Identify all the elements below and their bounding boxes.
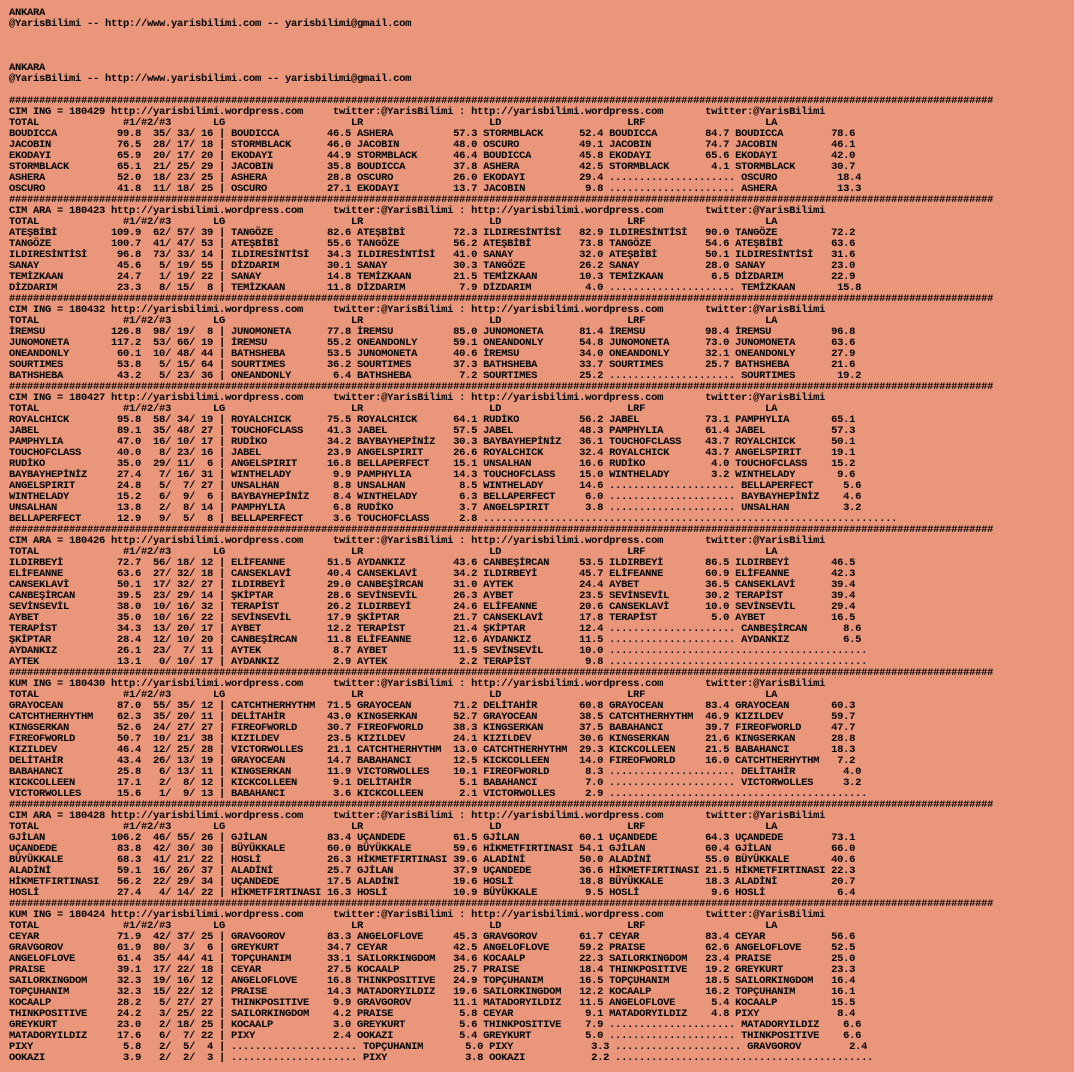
report-line: BÜYÜKKALE 68.3 41/ 21/ 22 | HOSLİ 26.3 HİKMETFIRTINASI 39.6 ALADİNİ 50.0 ALADİNİ 55.0 BÜYÜKKALE 40.6 bbox=[9, 854, 856, 866]
report-line: SEVİNSEVİL 38.0 10/ 16/ 32 | TERAPİST 26.2 ILDIRBEYİ 24.6 ELİFEANNE 20.6 CANSEKLAVİ 10.0 SEVİNSEVİL 29.4 bbox=[9, 601, 856, 613]
column-header: TOTAL #1/#2/#3 LG LR LD LRF LA bbox=[9, 117, 778, 129]
column-header: TOTAL #1/#2/#3 LG LR LD LRF LA bbox=[9, 821, 778, 833]
report-line: CEYAR 71.9 42/ 37/ 25 | GRAVGOROV 83.3 ANGELOFLOVE 45.3 GRAVGOROV 61.7 CEYAR 83.4 CEYAR 56.6 bbox=[9, 931, 856, 943]
report-line: RUDİKO 35.0 29/ 11/ 6 | ANGELSPIRIT 16.8 BELLAPERFECT 15.1 UNSALHAN 16.6 RUDİKO 4.0 TOUCHOFCLASS 15.2 bbox=[9, 458, 856, 470]
race-header: CIM ING = 180432 http://yarisbilimi.wordpress.com twitter:@YarisBilimi : http://yarisbilimi.wordpress.com twitter:@YarisBilimi bbox=[9, 304, 826, 316]
separator-line: #################################################################################################################################################################### bbox=[9, 667, 994, 679]
report-line: KOCAALP 28.2 5/ 27/ 27 | THINKPOSITIVE 9.9 GRAVGOROV 11.1 MATADORYILDIZ 11.5 ANGELOFLOVE 5.4 KOCAALP 15.5 bbox=[9, 997, 856, 1009]
separator-line: #################################################################################################################################################################### bbox=[9, 799, 994, 811]
report-line: TERAPİST 34.3 13/ 20/ 17 | AYBET 12.2 TERAPİST 21.4 ŞKİPTAR 12.4 ..................... CANBEŞİRCAN 8.6 bbox=[9, 623, 862, 635]
report-line: ROYALCHICK 95.8 58/ 34/ 19 | ROYALCHICK 75.5 ROYALCHICK 64.1 RUDİKO 56.2 JABEL 73.1 PAMPHYLIA 65.1 bbox=[9, 414, 856, 426]
report-line: ONEANDONLY 60.1 10/ 48/ 44 | BATHSHEBA 53.5 JUNOMONETA 40.6 İREMSU 34.0 ONEANDONLY 32.1 ONEANDONLY 27.9 bbox=[9, 348, 856, 360]
blank-line bbox=[9, 30, 1074, 41]
separator-line: #################################################################################################################################################################### bbox=[9, 381, 994, 393]
report-line: HİKMETFIRTINASI 56.2 22/ 29/ 34 | UÇANDEDE 17.5 ALADİNİ 19.6 HOSLİ 18.8 BÜYÜKKALE 18.3 ALADİNİ 20.7 bbox=[9, 876, 856, 888]
report-line: GJİLAN 106.2 46/ 55/ 26 | GJİLAN 83.4 UÇANDEDE 61.5 GJİLAN 60.1 UÇANDEDE 64.3 UÇANDEDE 73.1 bbox=[9, 832, 856, 844]
separator-line: #################################################################################################################################################################### bbox=[9, 293, 994, 305]
race-header: CIM ING = 180427 http://yarisbilimi.wordpress.com twitter:@YarisBilimi : http://yarisbilimi.wordpress.com twitter:@YarisBilimi bbox=[9, 392, 826, 404]
report-line: HOSLİ 27.4 4/ 14/ 22 | HİKMETFIRTINASI 16.3 HOSLİ 10.9 BÜYÜKKALE 9.5 HOSLİ 9.6 HOSLİ 6.4 bbox=[9, 887, 856, 899]
report-line: JACOBIN 76.5 28/ 17/ 18 | STORMBLACK 46.0 JACOBIN 48.0 OSCURO 49.1 JACOBIN 74.7 JACOBIN 46.1 bbox=[9, 139, 856, 151]
report-line: ANGELOFLOVE 61.4 35/ 44/ 41 | TOPÇUHANIM 33.1 SAILORKINGDOM 34.6 KOCAALP 22.3 SAILORKINGDOM 23.4 PRAISE 25.0 bbox=[9, 953, 856, 965]
report-line: UNSALHAN 13.8 2/ 8/ 14 | PAMPHYLIA 6.8 RUDİKO 3.7 ANGELSPIRIT 3.8 ..................... UNSALHAN 3.2 bbox=[9, 502, 862, 514]
separator-line: #################################################################################################################################################################### bbox=[9, 95, 994, 107]
report-line: JABEL 89.1 35/ 48/ 27 | TOUCHOFCLASS 41.3 JABEL 57.5 JABEL 48.3 PAMPHYLIA 61.4 JABEL 57.3 bbox=[9, 425, 856, 437]
report-line: SAILORKINGDOM 32.3 19/ 16/ 12 | ANGELOFLOVE 16.8 THINKPOSITIVE 24.9 TOPÇUHANIM 16.5 TOPÇUHANIM 18.5 SAILORKINGDOM 16.4 bbox=[9, 975, 856, 987]
column-header: TOTAL #1/#2/#3 LG LR LD LRF LA bbox=[9, 216, 778, 228]
report-line: BABAHANCI 25.8 6/ 13/ 11 | KINGSERKAN 11.9 VICTORWOLLES 10.1 FIREOFWORLD 8.3 ..................... DELİTAHİR 4.0 bbox=[9, 766, 862, 778]
city-title: ANKARA bbox=[9, 7, 46, 19]
report-line: TOPÇUHANIM 32.3 15/ 22/ 12 | PRAISE 14.3 MATADORYILDIZ 19.6 SAILORKINGDOM 12.2 KOCAALP 16.2 TOPÇUHANIM 16.1 bbox=[9, 986, 856, 998]
report-line: CANSEKLAVİ 50.1 17/ 32/ 27 | ILDIRBEYİ 29.0 CANBEŞİRCAN 31.0 AYTEK 24.4 AYBET 36.5 CANSEKLAVİ 39.4 bbox=[9, 579, 856, 591]
report-line: FIREOFWORLD 50.7 10/ 21/ 38 | KIZILDEV 23.5 KIZILDEV 24.1 KIZILDEV 30.6 KINGSERKAN 21.6 KINGSERKAN 28.8 bbox=[9, 733, 856, 745]
report-line: DİZDARIM 23.3 8/ 15/ 8 | TEMİZKAAN 11.8 DİZDARIM 7.9 DİZDARIM 4.0 ..................... TEMİZKAAN 15.8 bbox=[9, 282, 862, 294]
column-header: TOTAL #1/#2/#3 LG LR LD LRF LA bbox=[9, 689, 778, 701]
report-line: CATCHTHERHYTHM 62.3 35/ 20/ 11 | DELİTAHİR 43.0 KINGSERKAN 52.7 GRAYOCEAN 38.5 CATCHTHERHYTHM 46.9 KIZILDEV 59.7 bbox=[9, 711, 856, 723]
blank-line bbox=[9, 52, 1074, 63]
race-header: CIM ARA = 180423 http://yarisbilimi.wordpress.com twitter:@YarisBilimi : http://yarisbilimi.wordpress.com twitter:@YarisBilimi bbox=[9, 205, 826, 217]
report-line: ILDIRBEYİ 72.7 56/ 18/ 12 | ELİFEANNE 51.5 AYDANKIZ 43.6 CANBEŞİRCAN 53.5 ILDIRBEYİ 86.5 ILDIRBEYİ 46.5 bbox=[9, 557, 856, 569]
report-line: PIXY 5.8 2/ 5/ 4 | ..................... TOPÇUHANIM 5.0 PIXY 3.3 ..................... GRAVGOROV 2.4 bbox=[9, 1041, 868, 1053]
report-line: PAMPHYLIA 47.0 16/ 10/ 17 | RUDİKO 34.2 BAYBAYHEPİNİZ 30.3 BAYBAYHEPİNİZ 36.1 TOUCHOFCLASS 43.7 ROYALCHICK 50.1 bbox=[9, 436, 856, 448]
report-line: AYTEK 13.1 0/ 10/ 17 | AYDANKIZ 2.9 AYTEK 2.2 TERAPİST 9.8 ........................................... bbox=[9, 656, 868, 668]
report-line: BOUDICCA 99.8 35/ 33/ 16 | BOUDICCA 46.5 ASHERA 57.3 STORMBLACK 52.4 BOUDICCA 84.7 BOUDICCA 78.6 bbox=[9, 128, 856, 140]
report-line: SOURTIMES 53.8 5/ 15/ 64 | SOURTIMES 36.2 SOURTIMES 37.3 BATHSHEBA 33.7 SOURTIMES 25.7 BATHSHEBA 21.6 bbox=[9, 359, 856, 371]
report-line: EKODAYI 65.9 20/ 17/ 20 | EKODAYI 44.9 STORMBLACK 46.4 BOUDICCA 45.8 EKODAYI 65.6 EKODAYI 42.0 bbox=[9, 150, 856, 162]
separator-line: #################################################################################################################################################################### bbox=[9, 898, 994, 910]
race-header: CIM ARA = 180428 http://yarisbilimi.wordpress.com twitter:@YarisBilimi : http://yarisbilimi.wordpress.com twitter:@YarisBilimi bbox=[9, 810, 826, 822]
report-line: GREYKURT 23.0 2/ 18/ 25 | KOCAALP 3.0 GREYKURT 5.6 THINKPOSITIVE 7.9 ..................... MATADORYILDIZ 6.6 bbox=[9, 1019, 862, 1031]
report-line: TOUCHOFCLASS 40.0 8/ 23/ 16 | JABEL 23.9 ANGELSPIRIT 26.6 ROYALCHICK 32.4 ROYALCHICK 43.7 ANGELSPIRIT 19.1 bbox=[9, 447, 856, 459]
report-line: THINKPOSITIVE 24.2 3/ 25/ 22 | SAILORKINGDOM 4.2 PRAISE 5.8 CEYAR 9.1 MATADORYILDIZ 4.8 PIXY 8.4 bbox=[9, 1008, 856, 1020]
report-line: JUNOMONETA 117.2 53/ 66/ 19 | İREMSU 55.2 ONEANDONLY 59.1 ONEANDONLY 54.8 JUNOMONETA 73.0 JUNOMONETA 63.6 bbox=[9, 337, 856, 349]
report-line: KINGSERKAN 52.6 24/ 27/ 27 | FIREOFWORLD 30.7 FIREOFWORLD 38.3 KINGSERKAN 37.5 BABAHANCI 39.7 FIREOFWORLD 47.7 bbox=[9, 722, 856, 734]
report-line: ILDIRESİNTİSİ 96.8 73/ 33/ 14 | ILDIRESİNTİSİ 34.3 ILDIRESİNTİSİ 41.0 SANAY 32.0 ATEŞBİBİ 50.1 ILDIRESİNTİSİ 31.6 bbox=[9, 249, 856, 261]
separator-line: #################################################################################################################################################################### bbox=[9, 524, 994, 536]
report-line: ASHERA 52.0 18/ 23/ 25 | ASHERA 28.8 OSCURO 26.0 EKODAYI 29.4 ..................... OSCURO 18.4 bbox=[9, 172, 862, 184]
report-line: BELLAPERFECT 12.9 9/ 5/ 8 | BELLAPERFECT 3.6 TOUCHOFCLASS 2.8 ..................................................................... bbox=[9, 513, 898, 525]
report-line: ELİFEANNE 63.6 27/ 32/ 18 | CANSEKLAVİ 40.4 CANSEKLAVİ 34.2 ILDIRBEYİ 45.7 ELİFEANNE 60.9 ELİFEANNE 42.3 bbox=[9, 568, 856, 580]
contact-line: @YarisBilimi -- http://www.yarisbilimi.com -- yarisbilimi@gmail.com bbox=[9, 18, 412, 30]
report-line: GRAVGOROV 61.9 80/ 3/ 6 | GREYKURT 34.7 CEYAR 42.5 ANGELOFLOVE 59.2 PRAISE 62.6 ANGELOFLOVE 52.5 bbox=[9, 942, 856, 954]
race-header: CIM ARA = 180426 http://yarisbilimi.wordpress.com twitter:@YarisBilimi : http://yarisbilimi.wordpress.com twitter:@YarisBilimi bbox=[9, 535, 826, 547]
report-line: AYBET 35.0 10/ 16/ 22 | SEVİNSEVİL 17.9 ŞKİPTAR 21.7 CANSEKLAVİ 17.8 TERAPİST 5.0 AYBET 16.5 bbox=[9, 612, 856, 624]
report-line: TEMİZKAAN 24.7 1/ 19/ 22 | SANAY 14.8 TEMİZKAAN 21.5 TEMİZKAAN 10.3 TEMİZKAAN 6.5 DİZDARIM 22.9 bbox=[9, 271, 856, 283]
report-line: ANGELSPIRIT 24.8 5/ 7/ 27 | UNSALHAN 8.8 UNSALHAN 8.5 WINTHELADY 14.6 ..................... BELLAPERFECT 5.6 bbox=[9, 480, 862, 492]
report-line: STORMBLACK 65.1 21/ 25/ 29 | JACOBIN 35.8 BOUDICCA 37.8 ASHERA 42.5 STORMBLACK 4.1 STORMBLACK 30.7 bbox=[9, 161, 856, 173]
blank-line bbox=[9, 41, 1074, 52]
report-line: BAYBAYHEPİNİZ 27.4 7/ 16/ 31 | WINTHELADY 9.9 PAMPHYLIA 14.3 TOUCHOFCLASS 15.0 WINTHELADY 3.2 WINTHELADY 9.6 bbox=[9, 469, 856, 481]
report-line: KICKCOLLEEN 17.1 2/ 8/ 12 | KICKCOLLEEN 9.1 DELİTAHİR 5.1 BABAHANCI 7.0 ..................... VICTORWOLLES 3.2 bbox=[9, 777, 862, 789]
report-line: VICTORWOLLES 15.6 1/ 9/ 13 | BABAHANCI 3.6 KICKCOLLEEN 2.1 VICTORWOLLES 2.9 ........................................... bbox=[9, 788, 868, 800]
column-header: TOTAL #1/#2/#3 LG LR LD LRF LA bbox=[9, 546, 778, 558]
report-line: KIZILDEV 46.4 12/ 25/ 28 | VICTORWOLLES 21.1 CATCHTHERHYTHM 13.0 CATCHTHERHYTHM 29.3 KICKCOLLEEN 21.5 BABAHANCI 18.3 bbox=[9, 744, 856, 756]
column-header: TOTAL #1/#2/#3 LG LR LD LRF LA bbox=[9, 920, 778, 932]
report-line: ALADİNİ 59.1 16/ 26/ 37 | ALADİNİ 25.7 GJİLAN 37.9 UÇANDEDE 36.6 HİKMETFIRTINASI 21.5 HİKMETFIRTINASI 22.3 bbox=[9, 865, 856, 877]
report-line: TANGÖZE 100.7 41/ 47/ 53 | ATEŞBİBİ 55.6 TANGÖZE 56.2 ATEŞBİBİ 73.8 TANGÖZE 54.6 ATEŞBİBİ 63.6 bbox=[9, 238, 856, 250]
report-line: OSCURO 41.8 11/ 18/ 25 | OSCURO 27.1 EKODAYI 13.7 JACOBIN 9.8 ..................... ASHERA 13.3 bbox=[9, 183, 862, 195]
report-line: BATHSHEBA 43.2 5/ 23/ 36 | ONEANDONLY 6.4 BATHSHEBA 7.2 SOURTIMES 25.2 ..................... SOURTIMES 19.2 bbox=[9, 370, 862, 382]
report-line: MATADORYILDIZ 17.6 6/ 7/ 22 | PIXY 2.4 OOKAZI 5.4 GREYKURT 5.0 ..................... THINKPOSITIVE 6.6 bbox=[9, 1030, 862, 1042]
report-line: OOKAZI 3.9 2/ 2/ 3 | ..................... PIXY 3.8 OOKAZI 2.2 ........................................... bbox=[9, 1052, 874, 1064]
report-line: WINTHELADY 15.2 6/ 9/ 6 | BAYBAYHEPİNİZ 8.4 WINTHELADY 6.3 BELLAPERFECT 6.0 ..................... BAYBAYHEPİNİZ 4.6 bbox=[9, 491, 862, 503]
report-line: GRAYOCEAN 87.0 55/ 35/ 12 | CATCHTHERHYTHM 71.5 GRAYOCEAN 71.2 DELİTAHİR 60.8 GRAYOCEAN 83.4 GRAYOCEAN 60.3 bbox=[9, 700, 856, 712]
separator-line: #################################################################################################################################################################### bbox=[9, 194, 994, 206]
report-line: ATEŞBİBİ 109.9 62/ 57/ 39 | TANGÖZE 82.6 ATEŞBİBİ 72.3 ILDIRESİNTİSİ 82.9 ILDIRESİNTİSİ 90.0 TANGÖZE 72.2 bbox=[9, 227, 856, 239]
column-header: TOTAL #1/#2/#3 LG LR LD LRF LA bbox=[9, 403, 778, 415]
race-header: CIM ING = 180429 http://yarisbilimi.wordpress.com twitter:@YarisBilimi : http://yarisbilimi.wordpress.com twitter:@YarisBilimi bbox=[9, 106, 826, 118]
city-title: ANKARA bbox=[9, 62, 46, 74]
report-line: DELİTAHİR 43.4 26/ 13/ 19 | GRAYOCEAN 14.7 BABAHANCI 12.5 KICKCOLLEEN 14.0 FIREOFWORLD 16.0 CATCHTHERHYTHM 7.2 bbox=[9, 755, 856, 767]
race-header: KUM ING = 180424 http://yarisbilimi.wordpress.com twitter:@YarisBilimi : http://yarisbilimi.wordpress.com twitter:@YarisBilimi bbox=[9, 909, 826, 921]
contact-line: @YarisBilimi -- http://www.yarisbilimi.com -- yarisbilimi@gmail.com bbox=[9, 73, 412, 85]
report-line: İREMSU 126.8 98/ 19/ 8 | JUNOMONETA 77.8 İREMSU 85.0 JUNOMONETA 81.4 İREMSU 98.4 İREMSU 96.8 bbox=[9, 326, 856, 338]
column-header: TOTAL #1/#2/#3 LG LR LD LRF LA bbox=[9, 315, 778, 327]
report-line: UÇANDEDE 83.8 42/ 30/ 30 | BÜYÜKKALE 60.0 BÜYÜKKALE 59.6 HİKMETFIRTINASI 54.1 GJİLAN 60.4 GJİLAN 66.0 bbox=[9, 843, 856, 855]
report-line: CANBEŞİRCAN 39.5 23/ 29/ 14 | ŞKİPTAR 28.6 SEVİNSEVİL 26.3 AYBET 23.5 SEVİNSEVİL 30.2 TERAPİST 39.4 bbox=[9, 590, 856, 602]
race-header: KUM ING = 180430 http://yarisbilimi.wordpress.com twitter:@YarisBilimi : http://yarisbilimi.wordpress.com twitter:@YarisBilimi bbox=[9, 678, 826, 690]
report-line: AYDANKIZ 26.1 23/ 7/ 11 | AYTEK 8.7 AYBET 11.5 SEVİNSEVİL 10.0 ........................................... bbox=[9, 645, 868, 657]
report-line: PRAISE 39.1 17/ 22/ 18 | CEYAR 27.5 KOCAALP 25.7 PRAISE 18.4 THINKPOSITIVE 19.2 GREYKURT 23.3 bbox=[9, 964, 856, 976]
report-line: ŞKİPTAR 28.4 12/ 10/ 20 | CANBEŞİRCAN 11.8 ELİFEANNE 12.6 AYDANKIZ 11.5 ..................... AYDANKIZ 6.5 bbox=[9, 634, 862, 646]
report-line: SANAY 45.6 5/ 19/ 55 | DİZDARIM 30.1 SANAY 30.3 TANGÖZE 26.2 SANAY 28.0 SANAY 23.0 bbox=[9, 260, 856, 272]
